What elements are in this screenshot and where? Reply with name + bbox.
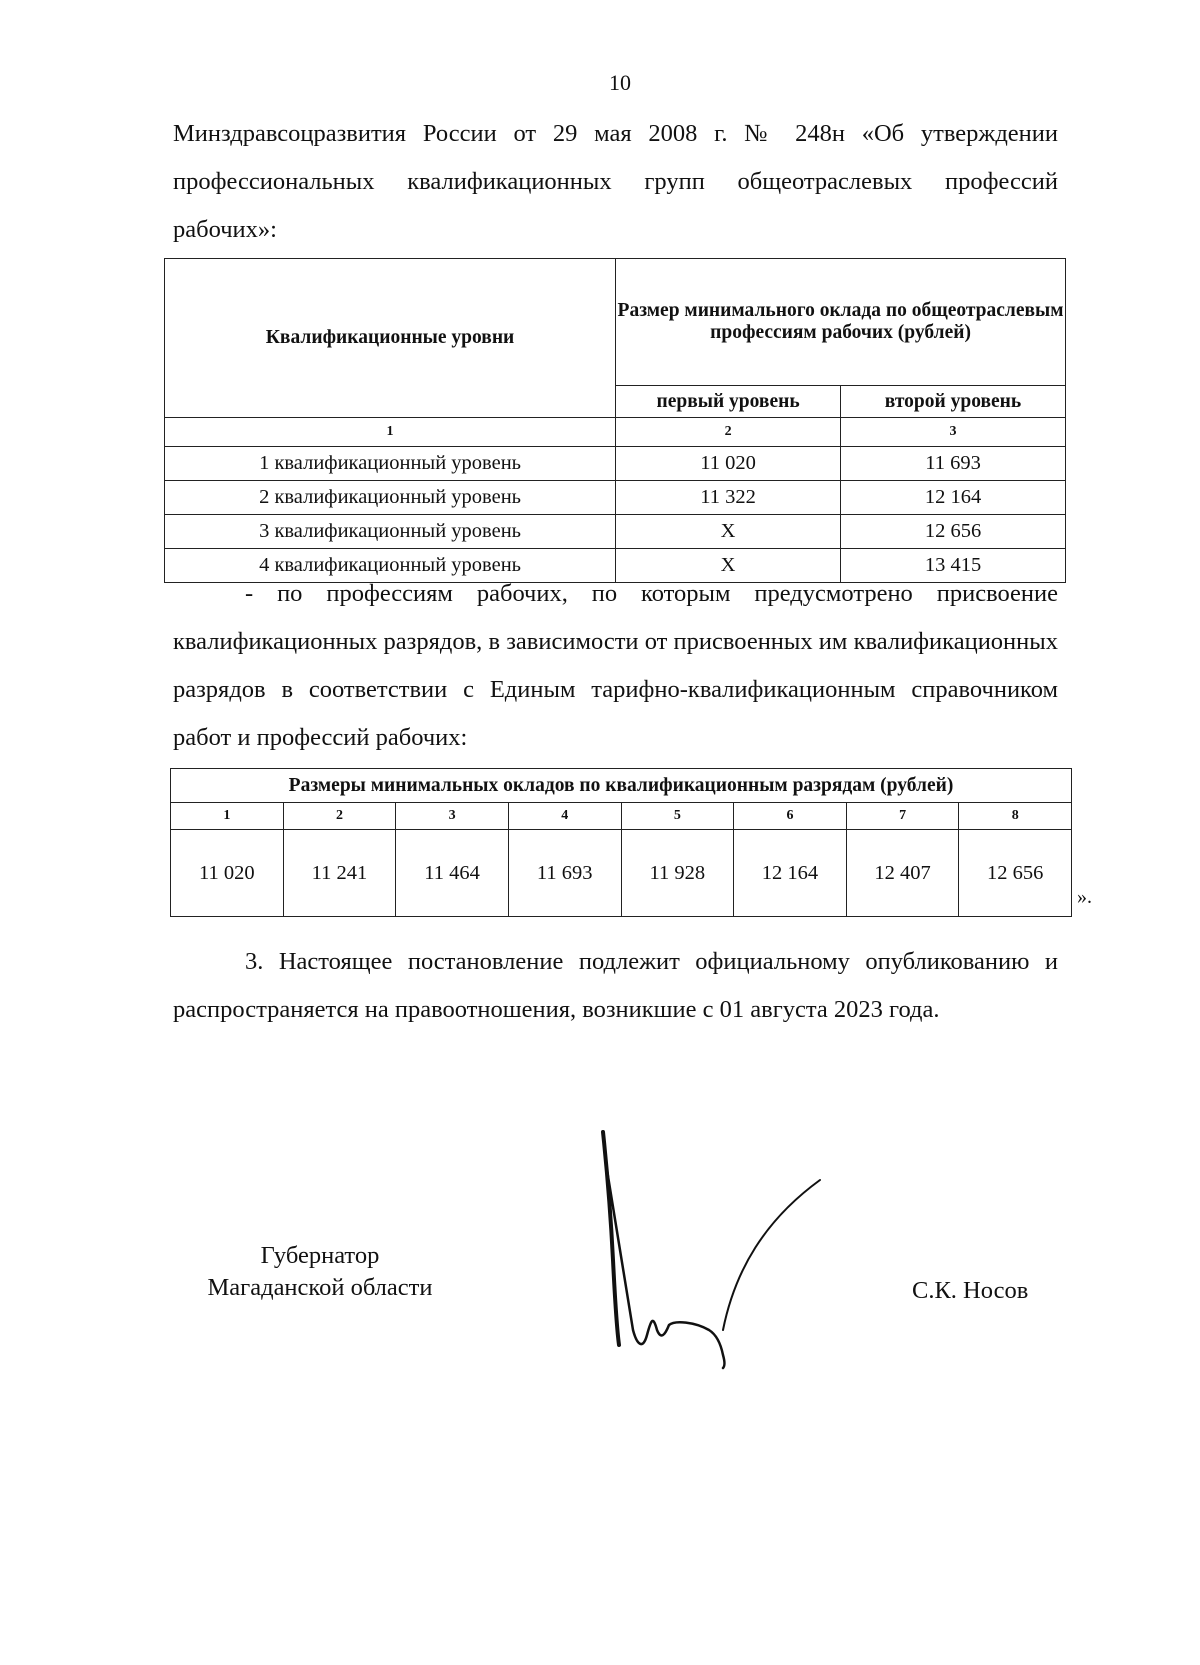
paragraph-ranks: - по профессиям рабочих, по которым предусмотрено присвоение квалификационных разрядов, в зависимости от присвоенных им квалификационных разрядов в соответствии с Единым тарифно-квалификационным справочником работ и профессий рабочих: [173,580,1058,751]
page-number: 10 [609,70,631,95]
table2-cell-value: 11 928 [621,830,734,917]
table2-col-number: 6 [734,803,847,830]
table1-cell-first: X [616,549,841,583]
table-row [165,447,1066,481]
table2-cell-value: 11 693 [508,830,621,917]
table2-col-number: 1 [171,803,284,830]
table1-cell-second: 12 164 [841,481,1066,515]
signatory-title-line2: Магаданской области [207,1274,433,1301]
table2-col-number: 7 [846,803,959,830]
table1-cell-level: 4 квалификационный уровень [165,549,616,583]
table1-cell-level: 1 квалификационный уровень [165,447,616,481]
table2-cell-value: 11 464 [396,830,509,917]
table1-cell-second: 11 693 [841,447,1066,481]
signatory-title [170,1240,470,1304]
table1-col1-header: Квалификационные уровни [165,259,616,418]
table2-col-number: 4 [508,803,621,830]
table2-cell-value: 11 020 [171,830,284,917]
table2-cell-value: 11 241 [283,830,396,917]
table2-col-number: 5 [621,803,734,830]
table2-cell-value: 12 407 [846,830,959,917]
closing-quote: ». [1077,886,1092,908]
table1-cell-second: 13 415 [841,549,1066,583]
table1-subheader-second-level: второй уровень [841,386,1066,418]
table2-col-number: 8 [959,803,1072,830]
table-row [165,481,1066,515]
table2-cell-value: 12 656 [959,830,1072,917]
table1-col-number: 1 [165,418,616,447]
table1-cell-first: 11 322 [616,481,841,515]
handwritten-signature [585,1130,845,1370]
qualification-ranks-table [170,768,1072,917]
table1-cell-second: 12 656 [841,515,1066,549]
qualification-levels-table [164,258,1066,583]
paragraph-intro: Минздравсоцразвития России от 29 мая 2008 г. № 248н «Об утверждении профессиональных квалификационных групп общеотраслевых профессий рабочих»: [173,120,1058,243]
paragraph-publication: 3. Настоящее постановление подлежит официальному опубликованию и распространяется на правоотношения, возникшие с 01 августа 2023 года. [173,948,1058,1023]
table1-cell-level: 3 квалификационный уровень [165,515,616,549]
table1-group-header: Размер минимального оклада по общеотраслевым профессиям рабочих (рублей) [616,259,1066,386]
table2-header: Размеры минимальных окладов по квалификационным разрядам (рублей) [171,769,1072,803]
signatory-name: С.К. Носов [912,1277,1029,1304]
table2-col-number: 2 [283,803,396,830]
table1-col-number: 2 [616,418,841,447]
table2-col-number: 3 [396,803,509,830]
table1-col-number: 3 [841,418,1066,447]
table-row [171,830,1072,917]
table1-subheader-first-level: первый уровень [616,386,841,418]
table1-cell-level: 2 квалификационный уровень [165,481,616,515]
table1-cell-first: 11 020 [616,447,841,481]
signatory-title-line1: Губернатор [260,1242,380,1269]
table-row [165,515,1066,549]
table2-cell-value: 12 164 [734,830,847,917]
table1-cell-first: X [616,515,841,549]
